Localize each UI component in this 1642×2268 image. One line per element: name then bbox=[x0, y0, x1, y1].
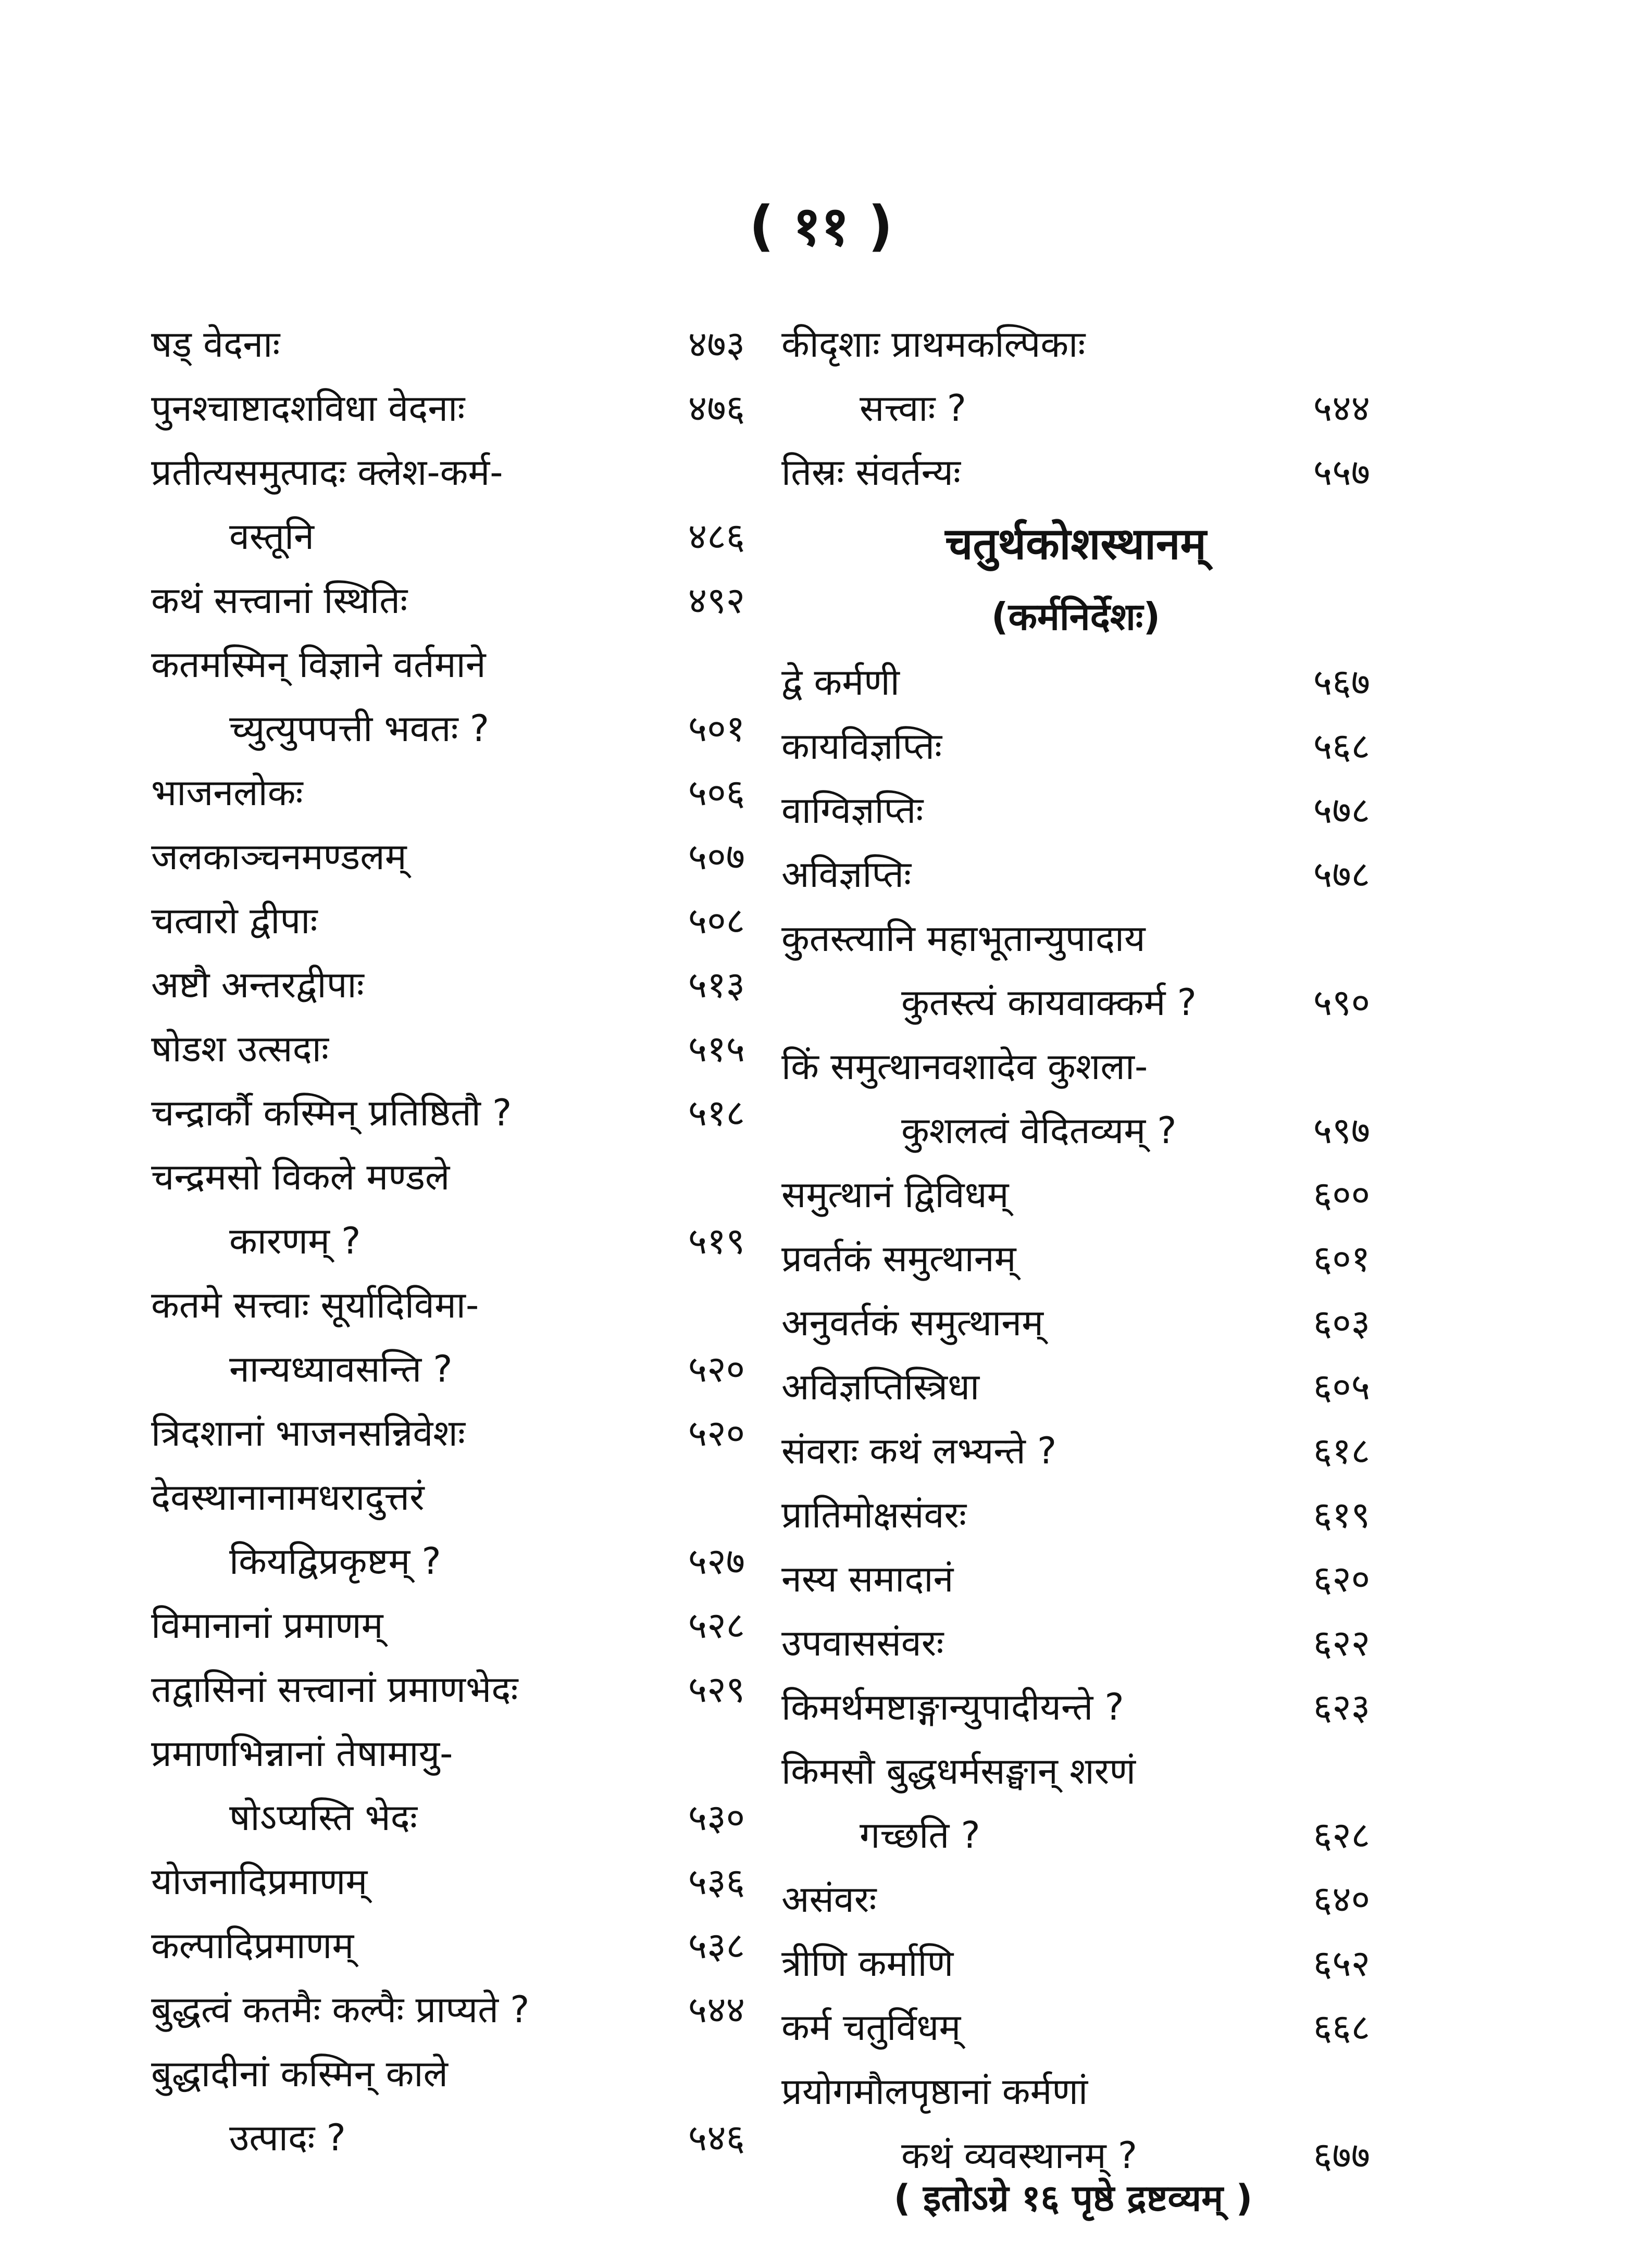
index-entry bbox=[151, 761, 745, 825]
entry-page-number: ५०८ bbox=[688, 899, 745, 942]
index-entry bbox=[151, 569, 745, 633]
entry-page-number: ६२२ bbox=[1313, 1622, 1370, 1664]
entry-page-number: ५०१ bbox=[688, 707, 745, 750]
index-entry bbox=[151, 1530, 745, 1594]
entry-page-number: ५१५ bbox=[688, 1028, 745, 1070]
entry-title: उत्पादः ? bbox=[229, 2116, 346, 2159]
index-entry bbox=[781, 1227, 1370, 1291]
entry-title: कर्म चतुर्विधम् bbox=[781, 2006, 961, 2049]
index-entry bbox=[781, 907, 1370, 971]
entry-title: किमर्थमष्टाङ्गान्युपादीयन्ते ? bbox=[781, 1686, 1124, 1728]
entry-title: देवस्थानानामधरादुत्तरं bbox=[151, 1476, 425, 1519]
entry-page-number: ५२० bbox=[688, 1412, 745, 1455]
entry-title: अष्टौ अन्तरद्वीपाः bbox=[151, 963, 364, 1006]
entry-title: कुतस्त्यानि महाभूतान्युपादाय bbox=[781, 917, 1146, 960]
entry-title: कल्पादिप्रमाणम् bbox=[151, 1924, 354, 1967]
entry-page-number: ६१९ bbox=[1313, 1494, 1370, 1536]
entry-page-number: ५०७ bbox=[688, 835, 745, 878]
entry-title: तद्वासिनां सत्त्वानां प्रमाणभेदः bbox=[151, 1668, 518, 1711]
index-entry bbox=[151, 1145, 745, 1209]
entry-title: कुतस्त्यं कायवाक्कर्म ? bbox=[901, 981, 1197, 1024]
entry-page-number: ५२८ bbox=[688, 1604, 745, 1647]
entry-title: द्वे कर्मणी bbox=[781, 661, 900, 704]
index-entry bbox=[781, 1291, 1370, 1355]
entry-title: किमसौ बुद्धधर्मसङ्घान् शरणं bbox=[781, 1750, 1136, 1793]
entry-title: त्रीणि कर्माणि bbox=[781, 1942, 954, 1985]
entry-page-number: ५०६ bbox=[688, 771, 745, 814]
entry-title: भाजनलोकः bbox=[151, 771, 303, 814]
section-subheading: (कर्मनिर्देशः) bbox=[991, 595, 1161, 638]
left-column bbox=[151, 312, 745, 2170]
index-entry bbox=[151, 1850, 745, 1914]
entry-page-number: ४९२ bbox=[688, 579, 745, 622]
entry-title: प्रमाणभिन्नानां तेषामायु- bbox=[151, 1732, 453, 1775]
index-entry bbox=[151, 441, 745, 505]
index-entry bbox=[151, 1594, 745, 1658]
entry-page-number: ६०० bbox=[1313, 1173, 1370, 1216]
index-entry bbox=[151, 697, 745, 761]
entry-title: कायविज्ञप्तिः bbox=[781, 725, 942, 768]
entry-title: कतमे सत्त्वाः सूर्यादिविमा- bbox=[151, 1284, 479, 1326]
entry-title: उपवाससंवरः bbox=[781, 1622, 944, 1664]
index-entry bbox=[781, 441, 1370, 505]
index-entry bbox=[151, 2042, 745, 2106]
index-entry bbox=[781, 312, 1370, 377]
entry-page-number: ६२८ bbox=[1313, 1814, 1370, 1857]
entry-title: चन्द्रमसो विकले मण्डले bbox=[151, 1156, 450, 1198]
index-entry bbox=[151, 633, 745, 697]
index-entry bbox=[151, 889, 745, 953]
entry-title: प्रवर्तकं समुत्थानम् bbox=[781, 1237, 1016, 1280]
index-entry bbox=[781, 1932, 1370, 1996]
entry-title: विमानानां प्रमाणम् bbox=[151, 1604, 383, 1647]
index-entry bbox=[151, 1465, 745, 1530]
entry-title: प्रतीत्यसमुत्पादः क्लेश-कर्म- bbox=[151, 451, 503, 494]
entry-page-number: ५२९ bbox=[688, 1668, 745, 1711]
index-entry bbox=[151, 1786, 745, 1850]
index-entry bbox=[151, 953, 745, 1017]
index-entry bbox=[151, 312, 745, 377]
entry-title: योजनादिप्रमाणम् bbox=[151, 1860, 368, 1903]
entry-title: कथं व्यवस्थानम् ? bbox=[901, 2134, 1138, 2177]
entry-page-number: ५७८ bbox=[1313, 853, 1370, 896]
entry-page-number: ५९७ bbox=[1313, 1109, 1370, 1152]
entry-page-number: ६७७ bbox=[1313, 2134, 1370, 2177]
entry-page-number: ५५७ bbox=[1313, 451, 1370, 494]
index-entry bbox=[781, 971, 1370, 1035]
page-number: ( ११ ) bbox=[749, 194, 893, 258]
index-entry bbox=[781, 1163, 1370, 1227]
footer-note: ( इतोऽग्रे १६ पृष्ठे द्रष्टव्यम् ) bbox=[893, 2177, 1253, 2220]
index-entry bbox=[781, 377, 1370, 441]
index-entry bbox=[781, 1996, 1370, 2060]
entry-page-number: ६२३ bbox=[1313, 1686, 1370, 1728]
index-entry bbox=[781, 1803, 1370, 1868]
entry-page-number: ६१८ bbox=[1313, 1430, 1370, 1472]
entry-title: वस्तूनि bbox=[229, 515, 315, 558]
entry-page-number: ५४४ bbox=[1313, 387, 1370, 430]
entry-title: नस्य समादानं bbox=[781, 1558, 954, 1600]
index-entry bbox=[151, 1401, 745, 1465]
entry-title: कुशलत्वं वेदितव्यम् ? bbox=[901, 1109, 1177, 1152]
entry-page-number: ५४६ bbox=[688, 2116, 745, 2159]
entry-page-number: ४८६ bbox=[688, 515, 745, 558]
entry-page-number: ५३८ bbox=[688, 1924, 745, 1967]
entry-title: पुनश्चाष्टादशविधा वेदनाः bbox=[151, 387, 465, 430]
entry-page-number: ५३६ bbox=[688, 1860, 745, 1903]
entry-page-number: ५६७ bbox=[1313, 661, 1370, 704]
entry-page-number: ५१९ bbox=[688, 1220, 745, 1262]
entry-title: षोऽप्यस्ति भेदः bbox=[229, 1796, 417, 1839]
index-entry bbox=[151, 505, 745, 569]
index-entry bbox=[781, 1868, 1370, 1932]
entry-title: बुद्धत्वं कतमैः कल्पैः प्राप्यते ? bbox=[151, 1988, 530, 2031]
index-entry bbox=[151, 377, 745, 441]
entry-title: च्युत्युपपत्ती भवतः ? bbox=[229, 707, 490, 750]
index-entry bbox=[781, 1483, 1370, 1547]
entry-title: बुद्धादीनां कस्मिन् काले bbox=[151, 2052, 448, 2095]
entry-title: समुत्थानं द्विविधम् bbox=[781, 1173, 1009, 1216]
entry-page-number: ६०१ bbox=[1313, 1237, 1370, 1280]
entry-page-number: ६०३ bbox=[1313, 1301, 1370, 1344]
entry-title: वाग्विज्ञप्तिः bbox=[781, 789, 924, 832]
section-heading: चतुर्थकोशस्थानम् bbox=[945, 518, 1206, 569]
entry-title: संवराः कथं लभ्यन्ते ? bbox=[781, 1430, 1057, 1472]
entry-title: प्रयोगमौलपृष्ठानां कर्मणां bbox=[781, 2070, 1088, 2113]
entry-title: नान्यध्यावसन्ति ? bbox=[229, 1348, 453, 1390]
entry-title: षोडश उत्सदाः bbox=[151, 1028, 329, 1070]
entry-title: जलकाञ्चनमण्डलम् bbox=[151, 835, 407, 878]
index-entry bbox=[781, 1099, 1370, 1163]
index-entry bbox=[151, 1914, 745, 1978]
entry-title: प्रातिमोक्षसंवरः bbox=[781, 1494, 967, 1536]
entry-title: असंवरः bbox=[781, 1878, 877, 1921]
entry-page-number: ५३० bbox=[688, 1796, 745, 1839]
entry-title: चत्वारो द्वीपाः bbox=[151, 899, 318, 942]
entry-page-number: ४७३ bbox=[688, 323, 745, 366]
index-entry bbox=[781, 1675, 1370, 1739]
entry-title: तिस्रः संवर्तन्यः bbox=[781, 451, 961, 494]
index-entry bbox=[151, 2106, 745, 2170]
entry-title: षड् वेदनाः bbox=[151, 323, 280, 366]
entry-title: कथं सत्त्वानां स्थितिः bbox=[151, 579, 408, 622]
index-entry bbox=[781, 843, 1370, 907]
entry-title: किं समुत्थानवशादेव कुशला- bbox=[781, 1045, 1148, 1088]
entry-title: अनुवर्तकं समुत्थानम् bbox=[781, 1301, 1043, 1344]
index-entry bbox=[781, 1355, 1370, 1419]
entry-title: चन्द्रार्कौ कस्मिन् प्रतिष्ठितौ ? bbox=[151, 1092, 512, 1134]
entry-page-number: ६०५ bbox=[1313, 1365, 1370, 1408]
entry-page-number: ६६८ bbox=[1313, 2006, 1370, 2049]
entry-page-number: ५४४ bbox=[688, 1988, 745, 2031]
index-entry bbox=[781, 1611, 1370, 1675]
entry-title: कारणम् ? bbox=[229, 1220, 361, 1262]
entry-page-number: ५७८ bbox=[1313, 789, 1370, 832]
index-entry bbox=[781, 2060, 1370, 2124]
index-entry bbox=[781, 1035, 1370, 1099]
index-entry bbox=[151, 825, 745, 889]
entry-title: कतमस्मिन् विज्ञाने वर्तमाने bbox=[151, 643, 486, 686]
index-entry bbox=[151, 1017, 745, 1081]
entry-page-number: ५२७ bbox=[688, 1540, 745, 1583]
right-column bbox=[781, 312, 1370, 2188]
entry-page-number: ४७६ bbox=[688, 387, 745, 430]
entry-page-number: ६५२ bbox=[1313, 1942, 1370, 1985]
index-entry bbox=[151, 1337, 745, 1401]
index-entry bbox=[781, 1547, 1370, 1611]
entry-page-number: ५९० bbox=[1313, 981, 1370, 1024]
index-entry bbox=[781, 650, 1370, 715]
index-entry bbox=[781, 779, 1370, 843]
entry-page-number: ५२० bbox=[688, 1348, 745, 1390]
entry-page-number: ६२० bbox=[1313, 1558, 1370, 1600]
index-entry bbox=[151, 1978, 745, 2042]
index-entry bbox=[781, 715, 1370, 779]
index-entry bbox=[151, 1209, 745, 1273]
index-entry bbox=[781, 1419, 1370, 1483]
entry-title: त्रिदशानां भाजनसन्निवेशः bbox=[151, 1412, 466, 1455]
index-entry bbox=[151, 1081, 745, 1145]
entry-title: कीदृशाः प्राथमकल्पिकाः bbox=[781, 323, 1086, 366]
entry-title: अविज्ञप्तिस्त्रिधा bbox=[781, 1365, 980, 1408]
index-entry bbox=[151, 1273, 745, 1337]
index-entry bbox=[151, 1658, 745, 1722]
entry-page-number: ५६८ bbox=[1313, 725, 1370, 768]
entry-page-number: ५१८ bbox=[688, 1092, 745, 1134]
index-entry bbox=[151, 1722, 745, 1786]
entry-title: सत्त्वाः ? bbox=[860, 387, 966, 430]
entry-page-number: ६४० bbox=[1313, 1878, 1370, 1921]
entry-title: अविज्ञप्तिः bbox=[781, 853, 912, 896]
index-entry bbox=[781, 1739, 1370, 1803]
entry-page-number: ५१३ bbox=[688, 963, 745, 1006]
entry-title: कियद्विप्रकृष्टम् ? bbox=[229, 1540, 441, 1583]
entry-title: गच्छति ? bbox=[860, 1814, 980, 1857]
